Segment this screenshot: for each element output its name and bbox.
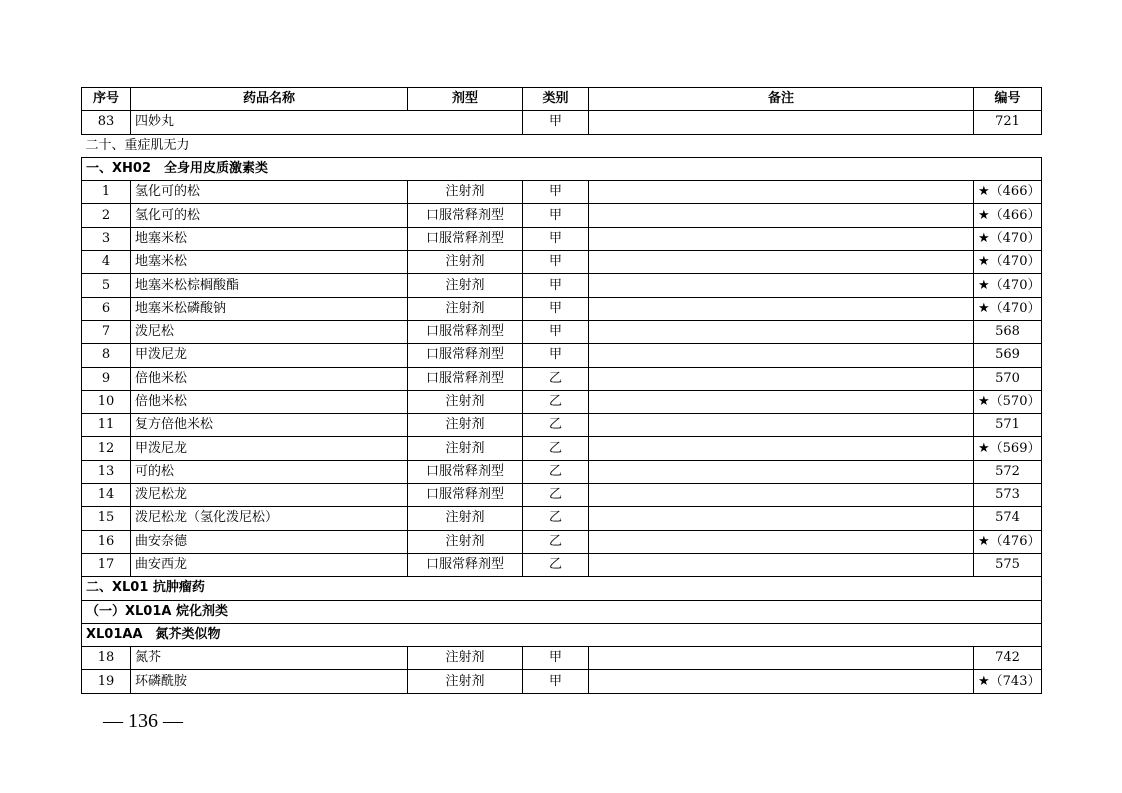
cell-name: 可的松 bbox=[131, 460, 408, 483]
cell-category: 乙 bbox=[523, 530, 589, 553]
cell-form: 注射剂 bbox=[408, 414, 523, 437]
cell-name: 氢化可的松 bbox=[131, 204, 408, 227]
table-row bbox=[82, 251, 1042, 274]
page-number: — 136 — bbox=[103, 710, 183, 732]
cell-category: 乙 bbox=[523, 553, 589, 576]
cell-form: 口服常释剂型 bbox=[408, 227, 523, 250]
cell-name: 曲安奈德 bbox=[131, 530, 408, 553]
header-code: 编号 bbox=[974, 88, 1042, 111]
cell-name: 泼尼松龙 bbox=[131, 484, 408, 507]
cell-code: 575 bbox=[974, 553, 1042, 576]
section-row bbox=[82, 600, 1042, 623]
cell-form: 注射剂 bbox=[408, 670, 523, 693]
cell-category: 甲 bbox=[523, 670, 589, 693]
cell-no: 8 bbox=[82, 344, 131, 367]
cell-category: 甲 bbox=[523, 297, 589, 320]
cell-note bbox=[589, 390, 974, 413]
cell-name: 甲泼尼龙 bbox=[131, 344, 408, 367]
cell-category: 甲 bbox=[523, 181, 589, 204]
cell-form: 口服常释剂型 bbox=[408, 484, 523, 507]
cell-code: 721 bbox=[974, 111, 1042, 134]
cell-no: 14 bbox=[82, 484, 131, 507]
cell-name: 泼尼松龙（氢化泼尼松） bbox=[131, 507, 408, 530]
cell-code: ★（470） bbox=[974, 227, 1042, 250]
table-row bbox=[82, 437, 1042, 460]
cell-code: ★（466） bbox=[974, 204, 1042, 227]
table-row bbox=[82, 484, 1042, 507]
table-row bbox=[82, 297, 1042, 320]
cell-name: 地塞米松 bbox=[131, 227, 408, 250]
cell-note bbox=[589, 344, 974, 367]
cell-category: 乙 bbox=[523, 414, 589, 437]
cell-name: 泼尼松 bbox=[131, 320, 408, 343]
cell-note bbox=[589, 484, 974, 507]
cell-note bbox=[589, 227, 974, 250]
cell-code: 573 bbox=[974, 484, 1042, 507]
cell-code: ★（466） bbox=[974, 181, 1042, 204]
cell-category: 乙 bbox=[523, 367, 589, 390]
cell-name: 曲安西龙 bbox=[131, 553, 408, 576]
cell-category: 甲 bbox=[523, 227, 589, 250]
cell-no: 11 bbox=[82, 414, 131, 437]
table-row bbox=[82, 111, 1042, 134]
cell-form: 口服常释剂型 bbox=[408, 460, 523, 483]
header-no: 序号 bbox=[82, 88, 131, 111]
header-name: 药品名称 bbox=[131, 88, 408, 111]
cell-name: 甲泼尼龙 bbox=[131, 437, 408, 460]
cell-no: 5 bbox=[82, 274, 131, 297]
cell-form: 注射剂 bbox=[408, 274, 523, 297]
header-note: 备注 bbox=[589, 88, 974, 111]
section-title-b1a: XL01AA 氮芥类似物 bbox=[82, 623, 1042, 646]
table-row bbox=[82, 530, 1042, 553]
cell-form: 注射剂 bbox=[408, 507, 523, 530]
cell-category: 甲 bbox=[523, 204, 589, 227]
table-row bbox=[82, 390, 1042, 413]
cell-note bbox=[589, 437, 974, 460]
cell-no: 83 bbox=[82, 111, 131, 134]
cell-note bbox=[589, 367, 974, 390]
cell-category: 甲 bbox=[523, 111, 589, 134]
cell-name: 氮芥 bbox=[131, 647, 408, 670]
cell-form: 口服常释剂型 bbox=[408, 367, 523, 390]
cell-no: 6 bbox=[82, 297, 131, 320]
table-row bbox=[82, 460, 1042, 483]
cell-code: 570 bbox=[974, 367, 1042, 390]
table-row bbox=[82, 647, 1042, 670]
cell-no: 4 bbox=[82, 251, 131, 274]
section-title-b: 二、XL01 抗肿瘤药 bbox=[82, 577, 1042, 600]
table-header-row bbox=[82, 88, 1042, 111]
cell-note bbox=[589, 204, 974, 227]
cell-code: 742 bbox=[974, 647, 1042, 670]
cell-form: 口服常释剂型 bbox=[408, 553, 523, 576]
table-row bbox=[82, 414, 1042, 437]
section-row bbox=[82, 577, 1042, 600]
cell-name: 地塞米松 bbox=[131, 251, 408, 274]
cell-category: 甲 bbox=[523, 647, 589, 670]
table-row bbox=[82, 670, 1042, 693]
table-row bbox=[82, 367, 1042, 390]
cell-note bbox=[589, 647, 974, 670]
section-row bbox=[82, 623, 1042, 646]
cell-code: ★（743） bbox=[974, 670, 1042, 693]
cell-name: 倍他米松 bbox=[131, 367, 408, 390]
cell-note bbox=[589, 553, 974, 576]
cell-form: 注射剂 bbox=[408, 181, 523, 204]
cell-category: 甲 bbox=[523, 344, 589, 367]
cell-form: 注射剂 bbox=[408, 530, 523, 553]
section-title-b1: （一）XL01A 烷化剂类 bbox=[82, 600, 1042, 623]
cell-code: 572 bbox=[974, 460, 1042, 483]
cell-code: ★（470） bbox=[974, 251, 1042, 274]
cell-name: 倍他米松 bbox=[131, 390, 408, 413]
cell-form: 注射剂 bbox=[408, 297, 523, 320]
table-row bbox=[82, 204, 1042, 227]
cell-name: 地塞米松磷酸钠 bbox=[131, 297, 408, 320]
cell-no: 2 bbox=[82, 204, 131, 227]
cell-form: 口服常释剂型 bbox=[408, 320, 523, 343]
cell-category: 甲 bbox=[523, 274, 589, 297]
cell-no: 18 bbox=[82, 647, 131, 670]
cell-no: 7 bbox=[82, 320, 131, 343]
cell-form: 口服常释剂型 bbox=[408, 344, 523, 367]
cell-code: 574 bbox=[974, 507, 1042, 530]
table-row bbox=[82, 507, 1042, 530]
cell-no: 12 bbox=[82, 437, 131, 460]
cell-note bbox=[589, 460, 974, 483]
section-title-20: 二十、重症肌无力 bbox=[82, 134, 1042, 157]
cell-code: ★（570） bbox=[974, 390, 1042, 413]
cell-form: 注射剂 bbox=[408, 390, 523, 413]
section-title-a: 一、XH02 全身用皮质激素类 bbox=[82, 157, 1042, 180]
table-row bbox=[82, 181, 1042, 204]
cell-category: 乙 bbox=[523, 460, 589, 483]
cell-note bbox=[589, 507, 974, 530]
cell-no: 13 bbox=[82, 460, 131, 483]
cell-no: 1 bbox=[82, 181, 131, 204]
cell-name: 四妙丸 bbox=[131, 111, 523, 134]
table-row bbox=[82, 227, 1042, 250]
cell-category: 乙 bbox=[523, 507, 589, 530]
table-row bbox=[82, 344, 1042, 367]
cell-category: 乙 bbox=[523, 437, 589, 460]
cell-no: 15 bbox=[82, 507, 131, 530]
cell-note bbox=[589, 320, 974, 343]
cell-no: 17 bbox=[82, 553, 131, 576]
cell-category: 乙 bbox=[523, 484, 589, 507]
drug-table-page bbox=[81, 87, 1041, 694]
cell-note bbox=[589, 251, 974, 274]
cell-note bbox=[589, 274, 974, 297]
cell-code: 568 bbox=[974, 320, 1042, 343]
cell-no: 9 bbox=[82, 367, 131, 390]
cell-category: 甲 bbox=[523, 320, 589, 343]
cell-form: 注射剂 bbox=[408, 251, 523, 274]
cell-category: 乙 bbox=[523, 390, 589, 413]
section-row bbox=[82, 134, 1042, 157]
drug-table bbox=[81, 87, 1042, 694]
table-row bbox=[82, 553, 1042, 576]
cell-no: 10 bbox=[82, 390, 131, 413]
cell-code: ★（470） bbox=[974, 274, 1042, 297]
cell-form: 口服常释剂型 bbox=[408, 204, 523, 227]
cell-name: 地塞米松棕榈酸酯 bbox=[131, 274, 408, 297]
cell-name: 复方倍他米松 bbox=[131, 414, 408, 437]
cell-code: 569 bbox=[974, 344, 1042, 367]
cell-code: ★（569） bbox=[974, 437, 1042, 460]
cell-no: 19 bbox=[82, 670, 131, 693]
cell-category: 甲 bbox=[523, 251, 589, 274]
header-form: 剂型 bbox=[408, 88, 523, 111]
cell-code: ★（476） bbox=[974, 530, 1042, 553]
cell-note bbox=[589, 530, 974, 553]
cell-note bbox=[589, 297, 974, 320]
section-row bbox=[82, 157, 1042, 180]
cell-name: 氢化可的松 bbox=[131, 181, 408, 204]
cell-code: ★（470） bbox=[974, 297, 1042, 320]
header-category: 类别 bbox=[523, 88, 589, 111]
table-row bbox=[82, 274, 1042, 297]
cell-no: 3 bbox=[82, 227, 131, 250]
cell-form: 注射剂 bbox=[408, 437, 523, 460]
cell-note bbox=[589, 670, 974, 693]
cell-form: 注射剂 bbox=[408, 647, 523, 670]
cell-note bbox=[589, 414, 974, 437]
table-row bbox=[82, 320, 1042, 343]
cell-note bbox=[589, 181, 974, 204]
cell-no: 16 bbox=[82, 530, 131, 553]
cell-name: 环磷酰胺 bbox=[131, 670, 408, 693]
cell-code: 571 bbox=[974, 414, 1042, 437]
cell-note bbox=[589, 111, 974, 134]
